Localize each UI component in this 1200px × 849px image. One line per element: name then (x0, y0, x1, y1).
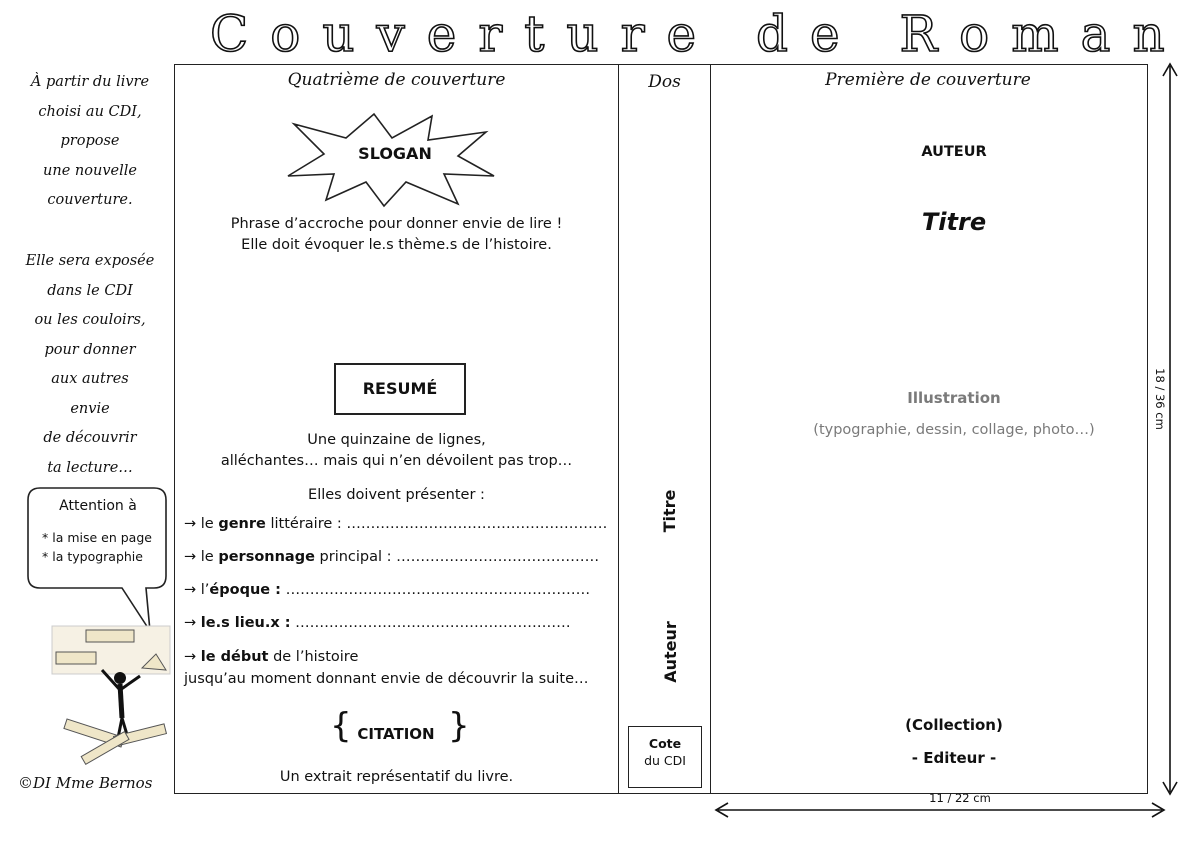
stick-figure-illustration (44, 620, 174, 770)
bubble-item: * la mise en page (42, 530, 152, 545)
list-item (184, 582, 614, 598)
collection-label: (Collection) (905, 716, 1003, 734)
bubble-title: Attention à (59, 498, 137, 514)
list-item (184, 615, 614, 631)
bubble-item: * la typographie (42, 549, 143, 564)
list-item-keyword: le début (200, 649, 269, 665)
instruction-line: ta lecture… (47, 459, 133, 476)
bubble-list (42, 528, 162, 566)
list-item-post: littéraire : ……………………………………………… (270, 516, 608, 532)
instruction-line: aux autres (51, 371, 129, 387)
cote-box (628, 726, 702, 788)
instruction-line: de découvrir (43, 430, 137, 446)
list-item (184, 549, 614, 565)
list-item-keyword: le.s lieu.x : (200, 615, 291, 631)
brace-right-icon: } (448, 706, 470, 746)
resume-desc-line: alléchantes… mais qui n’en dévoilent pas trop… (220, 453, 573, 469)
front-title: Titre (921, 208, 987, 236)
resume-description (174, 430, 619, 472)
front-author: AUTEUR (921, 144, 987, 160)
resume-desc-line: Une quinzaine de lignes, (307, 432, 486, 448)
list-item-post: ………………………………………………… (295, 615, 571, 631)
resume-box: RESUMÉ (334, 363, 466, 415)
slogan-description (174, 214, 619, 256)
list-item-keyword: époque : (209, 582, 281, 598)
illustration-description: (typographie, dessin, collage, photo…) (813, 422, 1095, 438)
arrow-right-icon: → (184, 516, 197, 532)
instruction-line: pour donner (44, 341, 136, 358)
brace-left-icon: { (330, 706, 352, 746)
arrow-right-icon: → (184, 615, 197, 631)
width-dimension-label: 11 / 22 cm (929, 791, 991, 805)
list-item-keyword: genre (218, 516, 266, 532)
present-intro: Elles doivent présenter : (308, 487, 485, 503)
cote-label: Cote (648, 736, 682, 751)
publisher-label: - Editeur - (911, 749, 997, 767)
citation-label: CITATION (357, 725, 435, 743)
instruction-line: choisi au CDI, (38, 103, 142, 120)
spine-title: Titre (660, 489, 679, 533)
instruction-line: envie (70, 400, 110, 417)
list-item-post: de l’histoire (273, 649, 359, 665)
instruction-line: À partir du livre (30, 74, 150, 90)
arrow-right-icon: → (184, 582, 197, 598)
slogan-desc-line: Phrase d’accroche pour donner envie de lire ! (230, 216, 563, 232)
instruction-line: Elle sera exposée (25, 253, 155, 269)
illustration-label: Illustration (907, 389, 1001, 407)
instruction-line: ou les couloirs, (34, 312, 146, 328)
arrow-right-icon: → (184, 549, 197, 565)
arrow-right-icon: → (184, 649, 197, 665)
instructions-block-1 (10, 68, 170, 216)
instruction-line: propose (60, 133, 120, 149)
spine-author: Auteur (661, 621, 680, 683)
slogan-desc-line: Elle doit évoquer le.s thème.s de l’histoire. (241, 237, 552, 253)
slogan-label: SLOGAN (358, 144, 432, 163)
height-dimension-label: 18 / 36 cm (1153, 368, 1167, 430)
back-cover-heading: Quatrième de couverture (287, 70, 506, 90)
citation-description: Un extrait représentatif du livre. (279, 769, 514, 785)
list-item-pre: l’ (200, 582, 210, 598)
spine-heading: Dos (648, 72, 681, 92)
page-title: Couverture de Roman (210, 5, 1187, 63)
list-item (184, 516, 614, 532)
list-item-pre: le (200, 549, 214, 565)
instructions-block-2 (10, 247, 170, 483)
list-item (184, 649, 614, 665)
list-item-pre: le (200, 516, 214, 532)
credit-text: ©DI Mme Bernos (18, 774, 153, 792)
instruction-line: une nouvelle (43, 162, 137, 179)
front-cover-heading: Première de couverture (825, 70, 1031, 90)
cote-sublabel: du CDI (644, 753, 686, 768)
instruction-line: couverture. (47, 192, 133, 208)
list-item-post: ……………………………………………………… (285, 582, 591, 598)
instruction-line: dans le CDI (47, 282, 133, 299)
list-item-post: principal : …………………………………… (319, 549, 600, 565)
list-item-keyword: personnage (218, 549, 315, 565)
list-item-continuation: jusqu’au moment donnant envie de découvrir la suite… (184, 671, 589, 687)
